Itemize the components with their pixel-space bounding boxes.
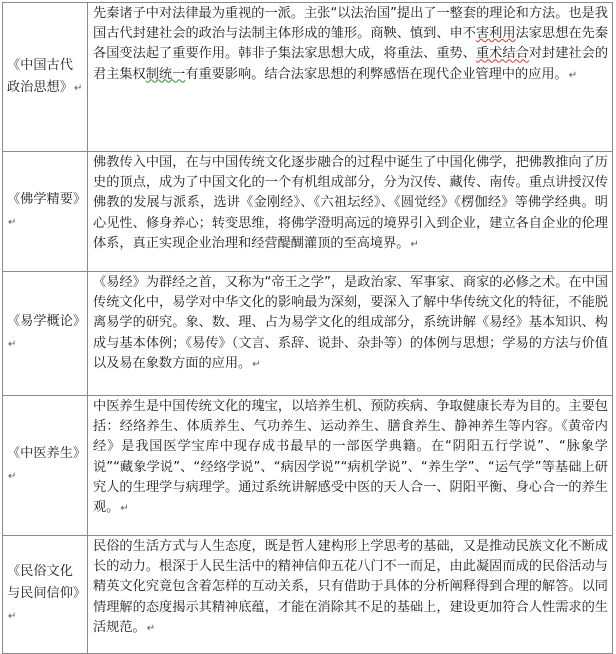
paragraph-mark-icon: ↵: [252, 358, 261, 370]
description-text-underlined: 制统一: [145, 66, 186, 82]
description-text: 先秦诸子中对法律最为重视的一派。主张“以法治国”提出了一整套的理论和方法。也是我国古代封建社会的政治与法制主体形成的雏形。商鞅、慎到、申不: [93, 6, 608, 42]
paragraph-mark-icon: ↵: [8, 611, 17, 622]
paragraph-mark-icon: ↵: [146, 622, 156, 634]
description-text: 《易经》为群经之首，又称为“帝王之学”，是政治家、军事家、商家的必修之术。在中国传统文化中，易学对中华文化的影响最为深刻，要深入了解中华传统文化的特征，不能脱离易学的研究。象、数、理、占为易学文化的组成部分，系统讲解《易经》基本知识、构成与基本体例；《易传》（文言、系辞、说卦、杂卦等）的体例与思想；学易的方法与价值以及易在象数方面的应用。: [93, 275, 608, 371]
topic-cell: [3, 152, 88, 272]
topic-label: 《易学概论》: [7, 314, 87, 329]
description-text: 对封建社会的君主集权: [93, 46, 609, 82]
paragraph-mark-icon: ↵: [410, 238, 419, 250]
paragraph-mark-icon: ↵: [568, 69, 578, 81]
description-cell: [88, 272, 613, 396]
description-text: 佛教传入中国，在与中国传统文化逐步融合的过程中诞生了中国化佛学，把佛教推向了历史的顶点，成为了中国文化的一个有机组成部分，分为汉传、藏传、南传。重点讲授汉传佛教的发展与派系，选讲《金刚经》、《六祖坛经》、《圆觉经》《楞伽经》等佛学经典。明心见性、修身养心；转变思维，将佛学澄明高远的境界引入到企业，建立各自企业的伦理体系，真正实现企业治理和经营醍醐灌顶的至高境界。: [93, 155, 608, 251]
table-row: [3, 152, 613, 272]
topic-cell: [3, 396, 88, 536]
description-text: 法家思想在先秦各国变法起了重要作用。韩非子集法家思想大成，将重法、重势、: [93, 26, 609, 62]
table-row: [3, 396, 613, 536]
course-table: [2, 2, 613, 654]
topic-cell: [3, 536, 88, 654]
description-text: 中医养生是中国传统文化的瑰宝，以培养生机、预防疾病、争取健康长寿为目的。主要包括：经络养生、体质养生、气功养生、运动养生、膳食养生、静神养生等内容。《黄帝内经》是我国医学宝库中现存成书最早的一部医学典籍。在“阴阳五行学说”、“脉象学说”“藏象学说”、“经络学说”、“病因学说”“病机学说”、“养生学”、“运气学”等基础上研究人的生理学与病理学。通过系统讲解感受中医的天人合一、阴阳平衡、身心合一的养生观。: [93, 399, 608, 516]
paragraph-mark-icon: ↵: [8, 217, 17, 228]
paragraph-mark-icon: ↵: [120, 503, 129, 515]
table-row: [3, 3, 613, 152]
topic-cell: [3, 3, 88, 152]
table-row: [3, 536, 613, 654]
description-cell: [88, 152, 613, 272]
paragraph-mark-icon: ↵: [8, 471, 17, 482]
description-cell: [88, 3, 613, 152]
description-text: 民俗的生活方式与人生态度，既是哲人建构形上学思考的基础，又是推动民族文化不断成长的动力。根深于人民生活中的精神信仰五花八门不一而足，由此凝固而成的民俗活动与精英文化究竟包含着怎样的互动关系，只有借助于具体的分析阐释得到合理的解答。以同情理解的态度揭示其精神底蕴，才能在消除其不足的基础上，建设更加符合人性需求的生活规范。: [93, 539, 608, 635]
topic-label: 《民俗文化与民间信仰》: [7, 564, 87, 601]
paragraph-mark-icon: ↵: [73, 82, 83, 94]
description-cell: [88, 536, 613, 654]
topic-label: 《佛学精要》: [7, 192, 87, 207]
description-text-underlined: 害利用: [475, 26, 516, 42]
description-text-underlined: 重术结合: [475, 46, 529, 62]
topic-label: 《中医养生》: [7, 446, 87, 461]
description-cell: [88, 396, 613, 536]
paragraph-mark-icon: ↵: [8, 339, 17, 350]
topic-label: 《中国古代政治思想》: [7, 57, 73, 95]
description-text: 有重要影响。结合法家思想的利弊感悟在现代企业管理中的应用。: [185, 66, 568, 82]
topic-cell: [3, 272, 88, 396]
table-row: [3, 272, 613, 396]
